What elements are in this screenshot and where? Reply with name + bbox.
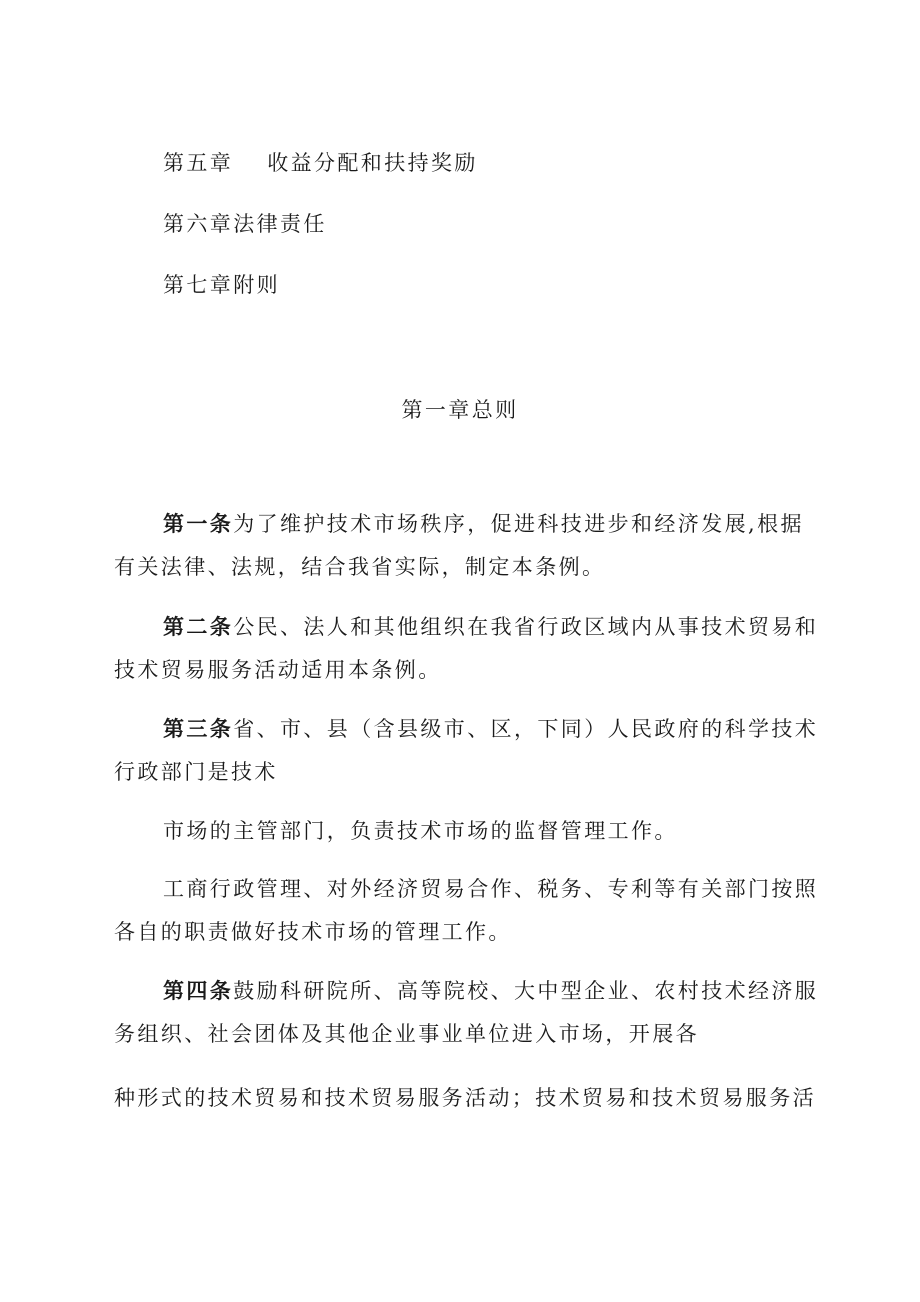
toc-chapter-6: 第六章法律责任 [163, 212, 327, 236]
article-2-line-2: 技术贸易服务活动适用本条例。 [114, 658, 442, 682]
article-2-line-1 [163, 613, 818, 641]
article-4-text-1: 鼓励科研院所、高等院校、大中型企业、农村技术经济服 [233, 979, 819, 1003]
toc-chapter-5 [163, 149, 478, 177]
article-1-line-1 [163, 510, 804, 538]
article-4-heading: 第四条 [163, 978, 234, 1003]
article-3b-line-1: 工商行政管理、对外经济贸易合作、税务、专利等有关部门按照 [163, 877, 819, 901]
toc-chapter-5-number: 第五章 [163, 151, 234, 175]
article-3-line-1 [163, 715, 818, 743]
article-1-line-2: 有关法律、法规，结合我省实际，制定本条例。 [114, 555, 606, 579]
article-3b-line-2: 各自的职责做好技术市场的管理工作。 [114, 920, 512, 944]
article-1-text-1: 为了维护技术市场秩序，促进科技进步和经济发展,根据 [233, 512, 804, 536]
article-4-line-2: 务组织、社会团体及其他企业事业单位进入市场，开展各 [114, 1022, 699, 1046]
article-3-line-2: 行政部门是技术 [114, 760, 278, 784]
toc-chapter-7: 第七章附则 [163, 273, 280, 297]
article-2-heading: 第二条 [163, 614, 234, 639]
article-3-heading: 第三条 [163, 716, 234, 741]
article-1-heading: 第一条 [163, 511, 234, 536]
article-4-line-1 [163, 977, 818, 1005]
toc-chapter-5-title: 收益分配和扶持奖励 [267, 151, 478, 175]
article-2-text-1: 公民、法人和其他组织在我省行政区域内从事技术贸易和 [233, 615, 819, 639]
article-4-line-3: 种形式的技术贸易和技术贸易服务活动；技术贸易和技术贸易服务活 [114, 1086, 816, 1110]
article-3-text-1: 省、市、县（含县级市、区，下同）人民政府的科学技术 [233, 717, 819, 741]
article-3-line-3: 市场的主管部门，负责技术市场的监督管理工作。 [163, 819, 678, 843]
chapter-1-title: 第一章总则 [401, 398, 519, 422]
